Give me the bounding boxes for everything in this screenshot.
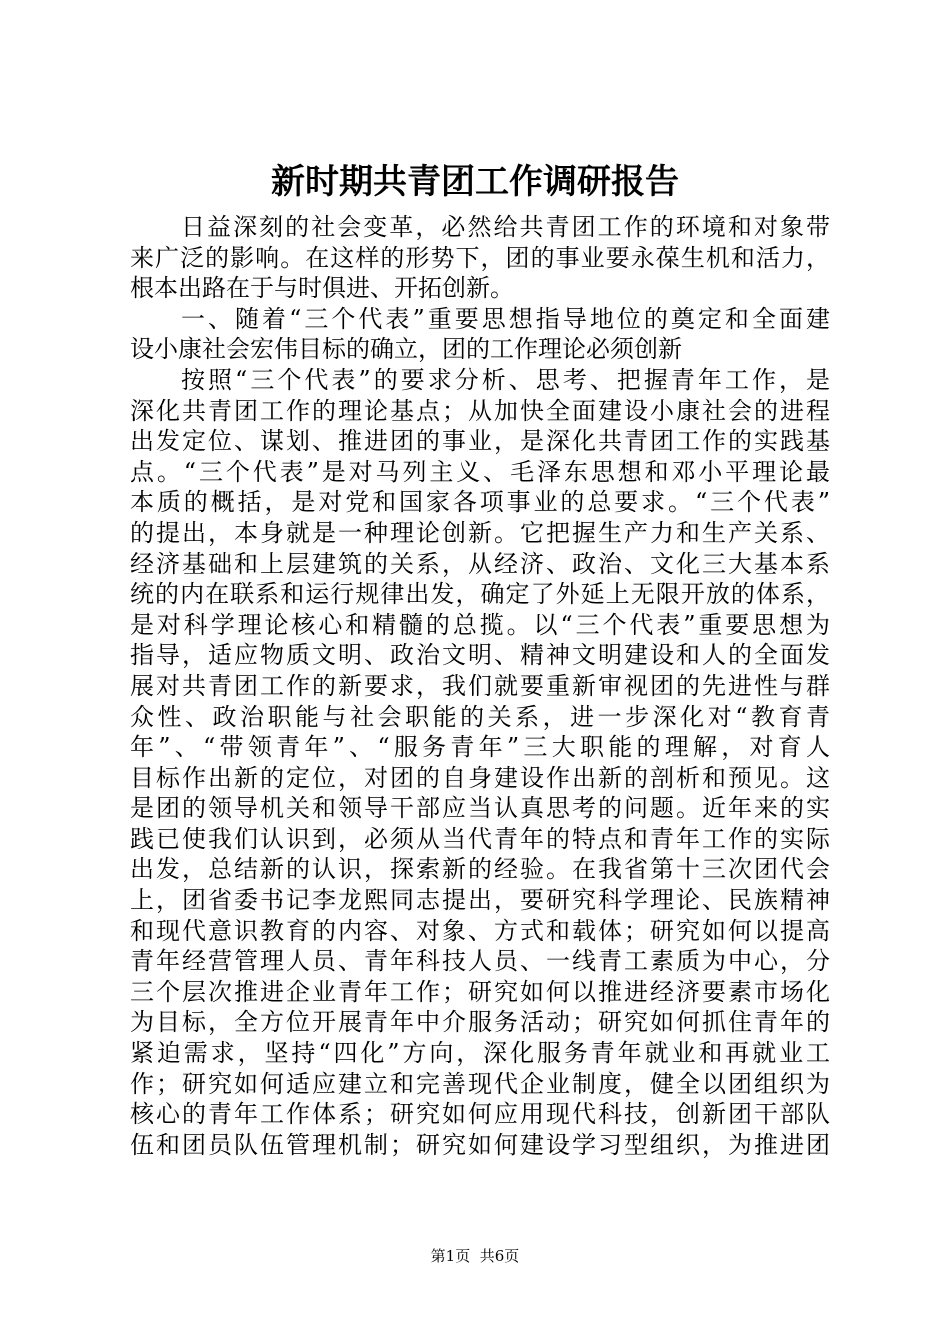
document-title: 新时期共青团工作调研报告 [271, 162, 679, 202]
text-line: 伍和团员队伍管理机制；研究如何建设学习型组织，为推进团 [130, 1130, 830, 1159]
text-line: 日益深刻的社会变革，必然给共青团工作的环境和对象带 [181, 213, 830, 241]
text-line: 本质的概括，是对党和国家各项事业的总要求。“三个代表” [130, 488, 830, 517]
page-total: 共6页 [479, 1247, 520, 1265]
text-line: 和现代意识教育的内容、对象、方式和载体；研究如何以提高 [130, 916, 830, 945]
text-line: 是对科学理论核心和精髓的总揽。以“三个代表”重要思想为 [130, 610, 830, 639]
page-number: 第1页 [430, 1247, 471, 1265]
text-line: 根本出路在于与时俱进、开拓创新。 [130, 274, 514, 303]
text-line: 的提出，本身就是一种理论创新。它把握生产力和生产关系、 [130, 518, 830, 547]
text-line: 为目标，全方位开展青年中介服务活动；研究如何抓住青年的 [130, 1008, 830, 1037]
text-line: 按照“三个代表”的要求分析、思考、把握青年工作，是 [181, 365, 830, 394]
text-line: 来广泛的影响。在这样的形势下，团的事业要永葆生机和活力， [130, 243, 830, 272]
text-line: 践已使我们认识到，必须从当代青年的特点和青年工作的实际 [130, 824, 830, 853]
text-line: 是团的领导机关和领导干部应当认真思考的问题。近年来的实 [130, 794, 830, 823]
text-line: 作；研究如何适应建立和完善现代企业制度，健全以团组织为 [130, 1069, 830, 1098]
text-line: 上，团省委书记李龙熙同志提出，要研究科学理论、民族精神 [130, 886, 830, 915]
text-line: 目标作出新的定位，对团的自身建设作出新的剖析和预见。这 [130, 763, 830, 792]
text-line: 深化共青团工作的理论基点；从加快全面建设小康社会的进程 [130, 396, 830, 425]
text-line: 点。“三个代表”是对马列主义、毛泽东思想和邓小平理论最 [130, 457, 830, 486]
text-line: 三个层次推进企业青年工作；研究如何以推进经济要素市场化 [130, 977, 830, 1006]
text-line: 核心的青年工作体系；研究如何应用现代科技，创新团干部队 [130, 1100, 830, 1129]
text-line: 紧迫需求，坚持“四化”方向，深化服务青年就业和再就业工 [130, 1039, 830, 1068]
text-line: 一、随着“三个代表”重要思想指导地位的奠定和全面建 [181, 304, 830, 333]
text-line: 统的内在联系和运行规律出发，确定了外延上无限开放的体系， [130, 580, 830, 609]
text-line: 众性、政治职能与社会职能的关系，进一步深化对“教育青 [130, 702, 830, 731]
text-line: 年”、“带领青年”、“服务青年”三大职能的理解，对育人 [130, 733, 830, 762]
text-line: 展对共青团工作的新要求，我们就要重新审视团的先进性与群 [130, 671, 830, 700]
document-body [130, 212, 830, 1160]
page-footer [0, 1246, 950, 1266]
text-line: 指导，适应物质文明、政治文明、精神文明建设和人的全面发 [130, 641, 830, 670]
text-line: 设小康社会宏伟目标的确立，团的工作理论必须创新 [130, 335, 682, 364]
text-line: 出发定位、谋划、推进团的事业，是深化共青团工作的实践基 [130, 427, 830, 456]
text-line: 青年经营管理人员、青年科技人员、一线青工素质为中心，分 [130, 947, 830, 976]
text-line: 经济基础和上层建筑的关系，从经济、政治、文化三大基本系 [130, 549, 830, 578]
text-line: 出发，总结新的认识，探索新的经验。在我省第十三次团代会 [130, 855, 830, 884]
